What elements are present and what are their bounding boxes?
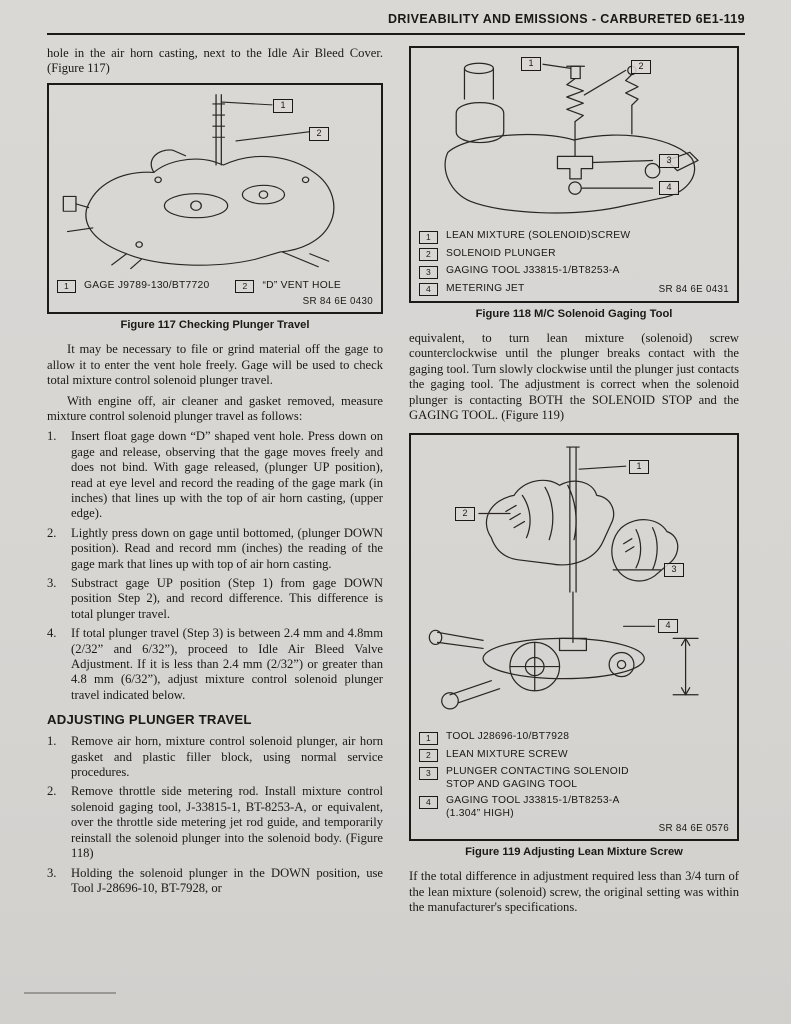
legend-label: TOOL J28696-10/BT7928 — [446, 731, 570, 743]
step-number: 3. — [47, 576, 57, 590]
legend-item — [419, 248, 729, 262]
carburetor-drawing-icon — [57, 91, 373, 276]
left-column — [47, 46, 383, 921]
body-paragraph: If the total difference in adjustment required less than 3/4 turn of the lean mixture (solenoid) screw, the original setting was within the manufacturer's specifications. — [409, 869, 739, 915]
step-text: Remove throttle side metering rod. Install mixture control solenoid gaging tool, J-33815-1, BT-8253-A, or equivalent, over the throttle side metering jet rod guide, and temporarily reinstall the solenoid plunger into the solenoid body. (Figure 118) — [71, 784, 383, 861]
adjusting-steps-list — [47, 734, 383, 896]
figure-118-caption: Figure 118 M/C Solenoid Gaging Tool — [475, 308, 673, 320]
numbered-step — [47, 784, 383, 861]
measure-steps-list — [47, 429, 383, 703]
figure-117 — [47, 83, 383, 315]
figure-118 — [409, 46, 739, 303]
legend-label: METERING JET — [446, 282, 525, 294]
figure-117-drawing — [57, 91, 373, 276]
step-number: 1. — [47, 429, 57, 444]
legend-label: GAGE J9789-130/BT7720 — [84, 279, 210, 291]
legend-label: “D” VENT HOLE — [262, 279, 342, 291]
figure-117-caption: Figure 117 Checking Plunger Travel — [120, 319, 310, 332]
figure-118-drawing — [419, 54, 729, 226]
legend-item — [419, 283, 729, 297]
step-number: 4. — [47, 626, 57, 641]
legend-label: SOLENOID PLUNGER — [446, 247, 556, 259]
figure-119-drawing — [419, 441, 729, 727]
figure-119 — [409, 433, 739, 841]
legend-number-box: 3 — [419, 767, 438, 780]
legend-item — [419, 749, 729, 763]
page-header: DRIVEABILITY AND EMISSIONS - CARBURETED 6E1-119 — [47, 12, 745, 35]
step-number: 1. — [47, 734, 57, 749]
adjusting-screw-drawing-icon — [419, 441, 729, 727]
figure-119-callout-1: 1 — [629, 460, 649, 474]
figure-118-ref: SR 84 6E 0431 — [658, 283, 729, 295]
figure-119-callout-4: 4 — [658, 619, 678, 633]
legend-label: LEAN MIXTURE (SOLENOID)SCREW — [446, 230, 631, 241]
scan-artifact-line — [24, 992, 116, 994]
figure-118-callout-1: 1 — [521, 57, 541, 71]
step-text: Insert float gage down “D” shaped vent hole. Press down on gage and release, observing that the gage moves freely and does not bind. With gage released, (plunger UP position), read at eye level and record the reading of the gage mark (in inches) that lines up with the top of air horn casting, (upper edge). — [71, 429, 383, 521]
two-column-layout — [47, 46, 745, 921]
legend-number-box: 1 — [57, 280, 76, 293]
figure-117-legend — [57, 280, 373, 294]
figure-119-legend — [419, 731, 729, 820]
legend-label: GAGING TOOL J33815-1/BT8253-A (1.304” HIGH) — [446, 795, 620, 819]
legend-label: LEAN MIXTURE SCREW — [446, 748, 568, 760]
step-text: If total plunger travel (Step 3) is between 2.4 mm and 4.8mm (2/32” and 6/32”), proceed to Idle Air Bleed Valve Adjustment. If it is less than 2.4 mm (2/32”) or greater than 4.8 mm (6/32”), adjust mixture control solenoid plunger travel indicated below. — [71, 626, 383, 702]
step-number: 2. — [47, 525, 57, 540]
figure-119-callout-2: 2 — [455, 507, 475, 521]
right-column — [409, 46, 739, 921]
figure-118-callout-2: 2 — [631, 60, 651, 74]
step-number: 3. — [47, 865, 57, 880]
step-text: Substract gage UP position (Step 1) from gage DOWN position Step 2), and record difference. This difference is total plunger travel. — [71, 576, 383, 621]
figure-119-callout-3: 3 — [664, 563, 684, 577]
figure-118-legend — [419, 230, 729, 296]
legend-number-box: 2 — [419, 749, 438, 762]
body-paragraph: equivalent, to turn lean mixture (solenoid) screw counterclockwise until the plunger breaks contact with the gaging tool. Turn slowly clockwise until the plunger just contacts the gaging tool. The adjustment is correct when the solenoid plunger is contacting BOTH the SOLENOID STOP and the GAGING TOOL. (Figure 119) — [409, 331, 739, 423]
legend-item — [419, 230, 729, 244]
step-number: 2. — [47, 784, 57, 799]
legend-number-box: 4 — [419, 283, 438, 296]
figure-117-ref: SR 84 6E 0430 — [302, 296, 373, 308]
numbered-step — [47, 866, 383, 897]
numbered-step — [47, 576, 383, 622]
legend-label: PLUNGER CONTACTING SOLENOID STOP AND GAGING TOOL — [446, 766, 629, 790]
legend-number-box: 4 — [419, 796, 438, 809]
legend-number-box: 1 — [419, 231, 438, 244]
section-heading: ADJUSTING PLUNGER TRAVEL — [47, 712, 252, 728]
numbered-step — [47, 429, 383, 521]
step-text: Remove air horn, mixture control solenoid plunger, air horn gasket and plastic filler block, using normal service procedures. — [71, 734, 383, 780]
step-text: Holding the solenoid plunger in the DOWN position, use Tool J-28696-10, BT-7928, or — [71, 865, 383, 895]
legend-number-box: 3 — [419, 266, 438, 279]
legend-item — [419, 265, 729, 279]
step-text: Lightly press down on gage until bottomed, (plunger DOWN position). Read and record mm (inches) the reading of the gage mark that lines up with top of air horn casting. — [71, 525, 383, 571]
legend-item — [235, 280, 341, 294]
figure-118-callout-3: 3 — [659, 154, 679, 168]
legend-item — [419, 766, 729, 791]
legend-label: GAGING TOOL J33815-1/BT8253-A — [446, 265, 620, 276]
body-paragraph: With engine off, air cleaner and gasket removed, measure mixture control solenoid plunger travel as follows: — [47, 393, 383, 423]
intro-paragraph: hole in the air horn casting, next to the Idle Air Bleed Cover. (Figure 117) — [47, 46, 383, 76]
numbered-step — [47, 734, 383, 780]
solenoid-gaging-tool-drawing-icon — [419, 54, 729, 226]
legend-number-box: 2 — [419, 248, 438, 261]
legend-item — [419, 731, 729, 745]
figure-119-caption: Figure 119 Adjusting Lean Mixture Screw — [465, 846, 683, 859]
legend-number-box: 2 — [235, 280, 254, 293]
figure-119-ref: SR 84 6E 0576 — [658, 823, 729, 835]
body-paragraph: It may be necessary to file or grind material off the gage to allow it to enter the vent hole freely. Gage will be used to check total mixture control solenoid plunger travel. — [47, 342, 383, 388]
legend-item — [419, 795, 729, 820]
figure-117-callout-2: 2 — [309, 127, 329, 141]
legend-number-box: 1 — [419, 732, 438, 745]
figure-118-callout-4: 4 — [659, 181, 679, 195]
numbered-step — [47, 526, 383, 572]
figure-117-callout-1: 1 — [273, 99, 293, 113]
legend-item — [57, 280, 209, 294]
numbered-step — [47, 626, 383, 703]
